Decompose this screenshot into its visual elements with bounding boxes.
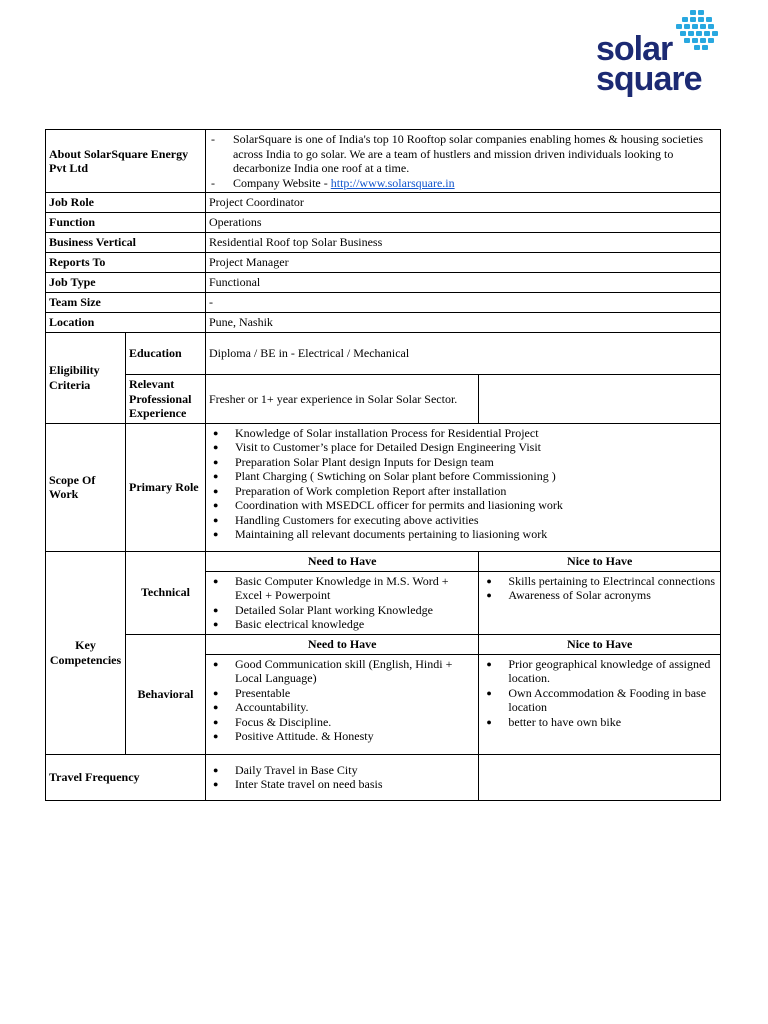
experience-label: Relevant Professional Experience (125, 375, 205, 424)
list-item: ● Basic Computer Knowledge in M.S. Word + Excel + Powerpoint (209, 574, 475, 603)
reports-to-label: Reports To (46, 253, 206, 273)
list-item: ● Inter State travel on need basis (209, 777, 475, 792)
travel-label: Travel Frequency (46, 754, 206, 800)
scope-cell (205, 423, 720, 551)
technical-header-row (46, 551, 721, 571)
about-row (46, 130, 721, 193)
about-description: - SolarSquare is one of India's top 10 Rooftop solar companies enabling homes & housing societies across India to go solar. We are a team of hustlers and mission driven individuals looking to decarbonize India one roof at a time. (209, 132, 717, 176)
behavioral-nice-cell (479, 654, 721, 754)
list-item: ● Skills pertaining to Electrincal connections (482, 574, 717, 589)
logo-dots-icon (676, 10, 720, 54)
technical-nice-header: Nice to Have (479, 551, 721, 571)
team-size-label: Team Size (46, 293, 206, 313)
travel-cell (205, 754, 478, 800)
list-item: ● Good Communication skill (English, Hindi + Local Language) (209, 657, 475, 686)
key-competencies-label: Key Competencies (46, 551, 126, 754)
logo-text-square: square (596, 60, 702, 98)
technical-nice-cell (479, 571, 721, 634)
behavioral-label: Behavioral (125, 634, 205, 754)
behavioral-header-row (46, 634, 721, 654)
behavioral-nice-header: Nice to Have (479, 634, 721, 654)
team-size-row (46, 293, 721, 313)
job-description-table (45, 129, 721, 801)
education-row (46, 333, 721, 375)
reports-to-row (46, 253, 721, 273)
job-role-value: Project Coordinator (205, 193, 720, 213)
technical-need-list (209, 574, 475, 632)
scope-row (46, 423, 721, 551)
business-vertical-row (46, 233, 721, 253)
solarsquare-logo (596, 10, 718, 96)
list-item: ● Coordination with MSEDCL officer for permits and liasioning work (209, 498, 717, 513)
list-item: ● Accountability. (209, 700, 475, 715)
experience-empty-cell (479, 375, 721, 424)
list-item: ● Positive Attitude. & Honesty (209, 729, 475, 744)
list-item: ● Knowledge of Solar installation Process for Residential Project (209, 426, 717, 441)
team-size-value: - (205, 293, 720, 313)
about-website: - Company Website - http://www.solarsquare.in (209, 176, 717, 191)
behavioral-nice-list (482, 657, 717, 730)
job-role-row (46, 193, 721, 213)
list-item: ● Maintaining all relevant documents pertaining to liasioning work (209, 527, 717, 542)
scope-list (209, 426, 717, 542)
technical-need-header: Need to Have (205, 551, 478, 571)
function-value: Operations (205, 213, 720, 233)
list-item: ● Presentable (209, 686, 475, 701)
eligibility-label: Eligibility Criteria (46, 333, 126, 424)
location-label: Location (46, 313, 206, 333)
list-item: ● Detailed Solar Plant working Knowledge (209, 603, 475, 618)
behavioral-need-list (209, 657, 475, 744)
job-type-value: Functional (205, 273, 720, 293)
list-item: ● Visit to Customer’s place for Detailed Design Engineering Visit (209, 440, 717, 455)
list-item: ● Plant Charging ( Swtiching on Solar plant before Commissioning ) (209, 469, 717, 484)
business-vertical-value: Residential Roof top Solar Business (205, 233, 720, 253)
about-value (205, 130, 720, 193)
travel-empty-cell (479, 754, 721, 800)
behavioral-need-header: Need to Have (205, 634, 478, 654)
function-label: Function (46, 213, 206, 233)
company-website-link[interactable]: http://www.solarsquare.in (330, 175, 455, 190)
primary-role-label: Primary Role (125, 423, 205, 551)
job-type-label: Job Type (46, 273, 206, 293)
travel-list (209, 763, 475, 792)
technical-label: Technical (125, 551, 205, 634)
logo-text-solar: solar (596, 30, 673, 68)
list-item: ● Focus & Discipline. (209, 715, 475, 730)
experience-value: Fresher or 1+ year experience in Solar Solar Sector. (205, 375, 478, 424)
location-value: Pune, Nashik (205, 313, 720, 333)
technical-need-cell (205, 571, 478, 634)
list-item: ● Preparation of Work completion Report after installation (209, 484, 717, 499)
job-role-label: Job Role (46, 193, 206, 213)
list-item: ● Handling Customers for executing above activities (209, 513, 717, 528)
education-label: Education (125, 333, 205, 375)
list-item: ● Daily Travel in Base City (209, 763, 475, 778)
list-item: ● Own Accommodation & Fooding in base location (482, 686, 717, 715)
function-row (46, 213, 721, 233)
scope-label: Scope Of Work (46, 423, 126, 551)
list-item: ● Preparation Solar Plant design Inputs for Design team (209, 455, 717, 470)
travel-row (46, 754, 721, 800)
list-item: ● better to have own bike (482, 715, 717, 730)
job-type-row (46, 273, 721, 293)
about-label: About SolarSquare Energy Pvt Ltd (46, 130, 206, 193)
list-item: ● Awareness of Solar acronyms (482, 588, 717, 603)
reports-to-value: Project Manager (205, 253, 720, 273)
list-item: ● Basic electrical knowledge (209, 617, 475, 632)
technical-nice-list (482, 574, 717, 603)
business-vertical-label: Business Vertical (46, 233, 206, 253)
location-row (46, 313, 721, 333)
behavioral-need-cell (205, 654, 478, 754)
list-item: ● Prior geographical knowledge of assigned location. (482, 657, 717, 686)
education-value: Diploma / BE in - Electrical / Mechanical (205, 333, 720, 375)
experience-row (46, 375, 721, 424)
